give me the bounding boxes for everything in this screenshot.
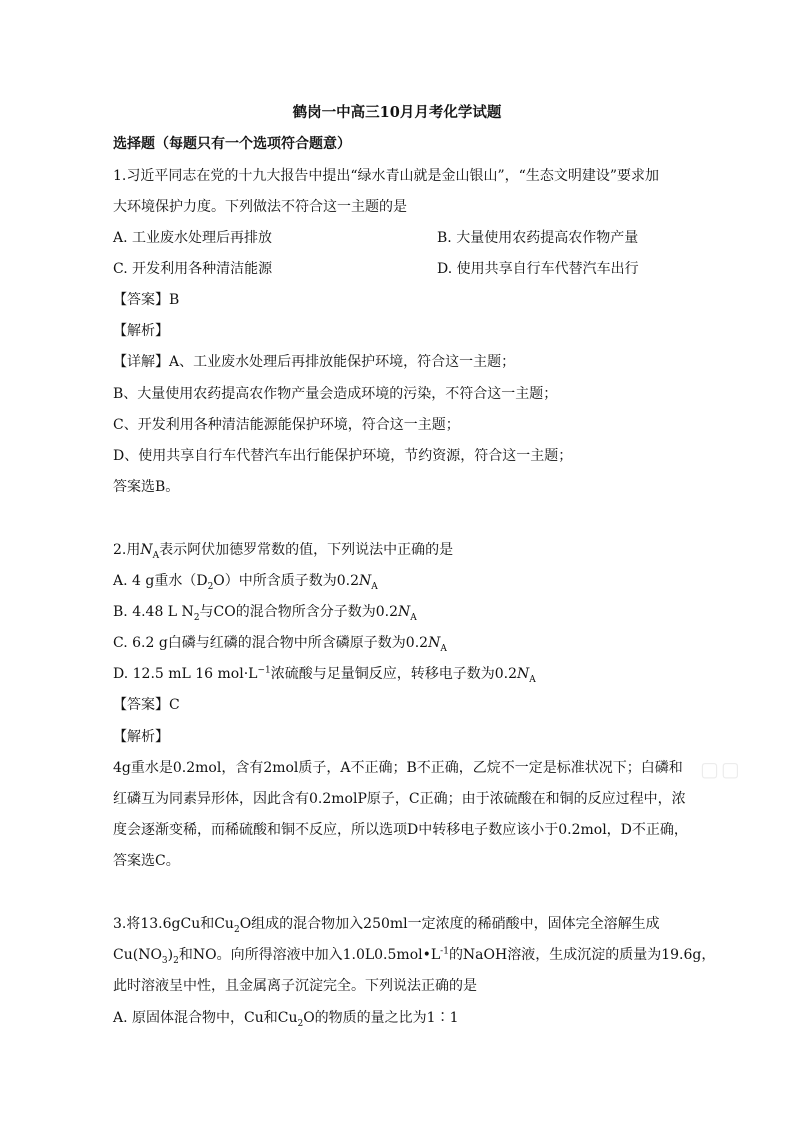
q2-option-a-sub: 2 <box>207 581 214 592</box>
q3-line2-text3: 和NO。向所得溶液中加入1.0L0.5mol•L <box>178 947 441 963</box>
na-symbol: N <box>398 604 411 620</box>
q1-option-a: A. 工业废水处理后再排放 <box>113 230 273 246</box>
q2-option-c <box>113 633 447 653</box>
q3-option-a <box>113 1008 459 1028</box>
q2-explanation-line3: 度会逐渐变稀，而稀硫酸和铜不反应，所以选项D中转移电子数应该小于0.2mol，D不正确， <box>113 822 688 838</box>
na-symbol: N <box>140 542 153 558</box>
q1-option-c: C. 开发利用各种清洁能源 <box>113 261 273 277</box>
q1-stem-line1: 1.习近平同志在党的十九大报告中提出“绿水青山就是金山银山”，“生态文明建设”要求加 <box>113 168 659 184</box>
q3-option-a-text1: A. 原固体混合物中，Cu和Cu <box>113 1010 298 1026</box>
q2-option-b-text2: 与CO的混合物所含分子数为0.2 <box>199 604 399 620</box>
q2-option-b-text1: B. 4.48 L N <box>113 604 194 620</box>
q3-option-a-sub: 2 <box>297 1018 304 1029</box>
q1-detail-line3: C、开发利用各种清洁能源能保护环境，符合这一主题； <box>113 417 460 433</box>
q3-option-a-text2: O的物质的量之比为1∶1 <box>303 1010 459 1026</box>
q3-line2-sub2: 2 <box>173 955 179 966</box>
q3-line2-text4: 的NaOH溶液，生成沉淀的质量为19.6g， <box>448 947 716 963</box>
q2-option-c-text: C. 6.2 g白磷与红磷的混合物中所含磷原子数为0.2 <box>113 635 429 651</box>
q1-detail-line1: 【详解】A、工业废水处理后再排放能保护环境，符合这一主题； <box>113 354 516 370</box>
na-subscript: A <box>371 581 378 592</box>
q1-detail-line2: B、大量使用农药提高农作物产量会造成环境的污染，不符合这一主题； <box>113 386 558 402</box>
q2-option-d-text2: 浓硫酸与足量铜反应，转移电子数为0.2 <box>270 666 518 682</box>
na-subscript: A <box>440 643 447 654</box>
q3-line2-sup: -1 <box>440 946 449 957</box>
q1-analysis-heading: 【解析】 <box>113 323 169 339</box>
q3-line1-sub: 2 <box>233 924 240 935</box>
q1-detail-line4: D、使用共享自行车代替汽车出行能保护环境，节约资源，符合这一主题； <box>113 448 573 464</box>
q2-option-d-sup: −1 <box>257 665 271 676</box>
q3-stem-line1 <box>113 914 660 934</box>
q3-line1-text1: 3.将13.6gCu和Cu <box>113 916 234 932</box>
q3-stem-line2 <box>113 945 715 965</box>
q3-line2-sub1: 3 <box>161 955 168 966</box>
q1-detail-line5: 答案选B。 <box>113 479 180 495</box>
q3-line2-text2: ) <box>167 947 174 963</box>
q2-explanation-line4: 答案选C。 <box>113 853 180 869</box>
q2-analysis-heading: 【解析】 <box>113 729 169 745</box>
q2-option-b <box>113 602 417 622</box>
q2-option-b-sub: 2 <box>193 612 200 623</box>
na-subscript: A <box>410 612 417 623</box>
q2-option-d-text1: D. 12.5 mL 16 mol·L <box>113 666 258 682</box>
q1-stem-line2: 大环境保护力度。下列做法不符合这一主题的是 <box>113 199 407 215</box>
watermark-mark: ▢▢ <box>700 757 742 781</box>
q1-option-d: D. 使用共享自行车代替汽车出行 <box>437 261 639 277</box>
q3-stem-line3: 此时溶液呈中性，且金属离子沉淀完全。下列说法正确的是 <box>113 978 477 994</box>
q2-answer: 【答案】C <box>113 697 180 713</box>
q2-explanation-line1: 4g重水是0.2mol，含有2mol质子，A不正确；B不正确，乙烷不一定是标准状况下；白磷和 <box>113 760 683 776</box>
na-subscript: A <box>152 550 160 561</box>
doc-title: 鹤岗一中高三10月月考化学试题 <box>292 104 502 121</box>
q1-answer: 【答案】B <box>113 292 180 308</box>
q2-stem-prefix: 2.用 <box>113 542 141 558</box>
na-symbol: N <box>517 666 530 682</box>
q2-option-a <box>113 571 378 591</box>
q3-line2-text1: Cu(NO <box>113 947 162 963</box>
na-symbol: N <box>359 573 372 589</box>
q2-option-a-text1: A. 4 g重水（D <box>113 573 208 589</box>
q1-option-b: B. 大量使用农药提高农作物产量 <box>437 230 639 246</box>
q2-explanation-line2: 红磷互为同素异形体，因此含有0.2molP原子，C正确；由于浓硫酸在和铜的反应过程中，浓 <box>113 791 686 807</box>
section-heading: 选择题（每题只有一个选项符合题意） <box>113 136 351 152</box>
q2-stem-text: 表示阿伏加德罗常数的值，下列说法中正确的是 <box>159 542 454 558</box>
q2-option-d <box>113 664 536 684</box>
na-symbol: N <box>428 635 441 651</box>
q2-option-a-text2: O）中所含质子数为0.2 <box>213 573 360 589</box>
q3-line1-text2: O组成的混合物加入250ml一定浓度的稀硝酸中，固体完全溶解生成 <box>239 916 660 932</box>
na-subscript: A <box>529 674 536 685</box>
q2-stem <box>113 540 453 560</box>
